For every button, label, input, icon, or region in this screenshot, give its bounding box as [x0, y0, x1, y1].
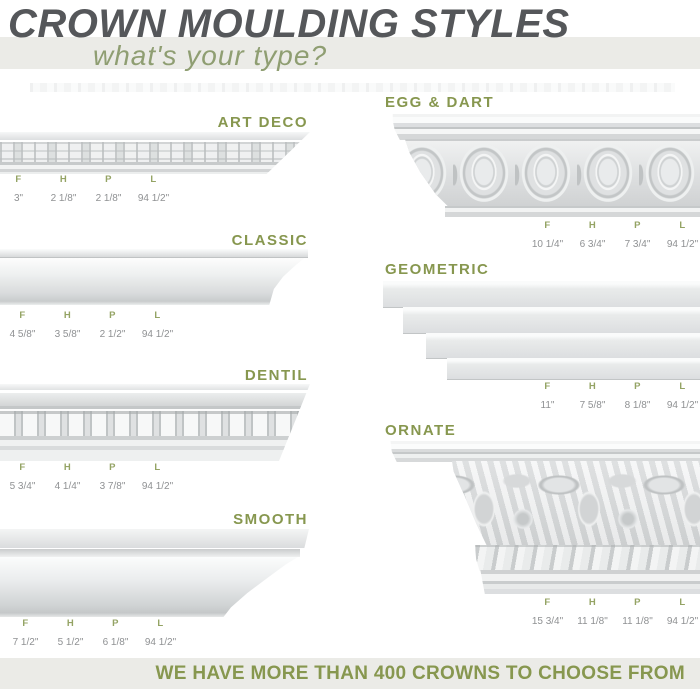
spec-col-l: [660, 597, 700, 627]
section-label-classic: CLASSIC: [231, 232, 308, 249]
spec-col-l: [135, 462, 180, 492]
spec-table-smooth: [3, 618, 183, 648]
spec-header-l: L: [679, 220, 686, 231]
spec-table-classic: [0, 310, 180, 340]
spec-col-h: [570, 220, 615, 250]
spec-value-f: 15 3/4": [531, 616, 564, 627]
spec-header-f: F: [19, 462, 26, 473]
spec-header-l: L: [154, 462, 161, 473]
spec-col-h: [45, 462, 90, 492]
spec-col-p: [615, 220, 660, 250]
egg-dart-pattern-band: [391, 139, 700, 208]
spec-table-art-deco: [0, 174, 176, 204]
spec-col-p: [86, 174, 131, 204]
spec-col-l: [135, 310, 180, 340]
spec-header-h: H: [588, 381, 597, 392]
art-deco-moulding-image: [0, 132, 310, 174]
smooth-moulding-fillet: [0, 549, 300, 557]
spec-col-f: [525, 381, 570, 411]
spec-col-h: [570, 597, 615, 627]
spec-value-l: 94 1/2": [666, 400, 699, 411]
footer-text: WE HAVE MORE THAN 400 CROWNS TO CHOOSE FROM: [155, 663, 685, 684]
spec-value-p: 11 1/8": [622, 616, 653, 627]
spec-col-l: [131, 174, 176, 204]
section-label-ornate: ORNATE: [385, 422, 457, 439]
spec-value-p: 2 1/8": [95, 193, 122, 204]
spec-header-l: L: [679, 597, 686, 608]
spec-col-h: [45, 310, 90, 340]
spec-value-f: 3": [13, 193, 24, 204]
spec-value-h: 6 3/4": [579, 239, 606, 250]
spec-col-f: [3, 618, 48, 648]
spec-col-h: [48, 618, 93, 648]
page-tagline: what's your type?: [93, 40, 328, 71]
geometric-moulding-step-4: [447, 358, 700, 379]
spec-col-p: [90, 310, 135, 340]
spec-col-p: [90, 462, 135, 492]
spec-header-f: F: [15, 174, 22, 185]
spec-value-l: 94 1/2": [141, 329, 174, 340]
spec-value-f: 5 3/4": [9, 481, 36, 492]
spec-header-l: L: [154, 310, 161, 321]
spec-table-geometric: [525, 381, 700, 411]
spec-header-f: F: [544, 220, 551, 231]
page-title: CROWN MOULDING STYLES: [8, 2, 570, 46]
spec-value-p: 2 1/2": [99, 329, 126, 340]
spec-value-f: 11": [540, 400, 555, 411]
spec-col-p: [615, 597, 660, 627]
spec-value-h: 11 1/8": [577, 616, 608, 627]
spec-header-f: F: [19, 310, 26, 321]
spec-header-h: H: [63, 310, 72, 321]
spec-header-l: L: [150, 174, 157, 185]
spec-value-p: 3 7/8": [99, 481, 126, 492]
spec-col-h: [570, 381, 615, 411]
spec-col-f: [0, 174, 41, 204]
spec-header-f: F: [544, 381, 551, 392]
spec-col-f: [0, 462, 45, 492]
classic-moulding-image: [0, 249, 308, 257]
smooth-moulding-image: [0, 529, 309, 548]
spec-header-l: L: [679, 381, 686, 392]
spec-col-p: [615, 381, 660, 411]
spec-header-p: P: [109, 310, 116, 321]
spec-col-f: [525, 220, 570, 250]
spec-value-f: 10 1/4": [531, 239, 564, 250]
spec-header-p: P: [105, 174, 112, 185]
smooth-moulding-cove: [0, 557, 298, 617]
spec-header-f: F: [22, 618, 29, 629]
spec-header-h: H: [588, 220, 597, 231]
spec-value-l: 94 1/2": [137, 193, 170, 204]
ornate-acanthus-band: [392, 461, 700, 547]
classic-moulding-face: [0, 258, 306, 305]
spec-value-f: 4 5/8": [9, 329, 36, 340]
dentil-moulding-image: [0, 384, 310, 461]
spec-header-p: P: [634, 597, 641, 608]
spec-value-l: 94 1/2": [666, 616, 699, 627]
spec-header-f: F: [544, 597, 551, 608]
spec-col-l: [138, 618, 183, 648]
ornate-moulding-base: [477, 570, 700, 594]
spec-value-h: 5 1/2": [57, 637, 84, 648]
spec-header-l: L: [157, 618, 164, 629]
spec-value-h: 3 5/8": [54, 329, 81, 340]
spec-col-l: [660, 220, 700, 250]
spec-value-l: 94 1/2": [666, 239, 699, 250]
spec-value-h: 2 1/8": [50, 193, 77, 204]
spec-value-h: 7 5/8": [579, 400, 606, 411]
spec-table-dentil: [0, 462, 180, 492]
spec-header-p: P: [109, 462, 116, 473]
spec-header-p: P: [112, 618, 119, 629]
section-label-geometric: GEOMETRIC: [385, 261, 490, 278]
dentil-block-pattern: [0, 411, 310, 436]
decorative-border-strip: [30, 83, 675, 92]
spec-value-h: 4 1/4": [54, 481, 81, 492]
spec-value-p: 7 3/4": [624, 239, 651, 250]
fretwork-pattern: [0, 142, 310, 162]
spec-header-h: H: [66, 618, 75, 629]
geometric-moulding-step-1: [383, 281, 700, 307]
ornate-moulding-cornice: [388, 441, 700, 462]
section-label-art-deco: ART DECO: [217, 114, 308, 131]
geometric-moulding-step-3: [426, 333, 700, 358]
spec-value-l: 94 1/2": [144, 637, 177, 648]
spec-value-l: 94 1/2": [141, 481, 174, 492]
spec-col-f: [525, 597, 570, 627]
spec-header-h: H: [588, 597, 597, 608]
spec-header-h: H: [63, 462, 72, 473]
spec-header-p: P: [634, 220, 641, 231]
ornate-rope-band: [468, 545, 700, 571]
section-label-egg-dart: EGG & DART: [385, 94, 495, 111]
spec-col-h: [41, 174, 86, 204]
spec-value-p: 8 1/8": [624, 400, 651, 411]
section-label-dentil: DENTIL: [244, 367, 308, 384]
spec-header-p: P: [634, 381, 641, 392]
section-label-smooth: SMOOTH: [233, 511, 308, 528]
egg-dart-moulding-base: [445, 206, 700, 217]
spec-header-h: H: [59, 174, 68, 185]
spec-value-f: 7 1/2": [12, 637, 39, 648]
spec-table-ornate: [525, 597, 700, 627]
spec-col-f: [0, 310, 45, 340]
spec-col-p: [93, 618, 138, 648]
geometric-moulding-step-2: [403, 307, 700, 333]
spec-col-l: [660, 381, 700, 411]
egg-dart-moulding-cornice: [389, 114, 700, 140]
spec-table-egg-dart: [525, 220, 700, 250]
spec-value-p: 6 1/8": [102, 637, 129, 648]
